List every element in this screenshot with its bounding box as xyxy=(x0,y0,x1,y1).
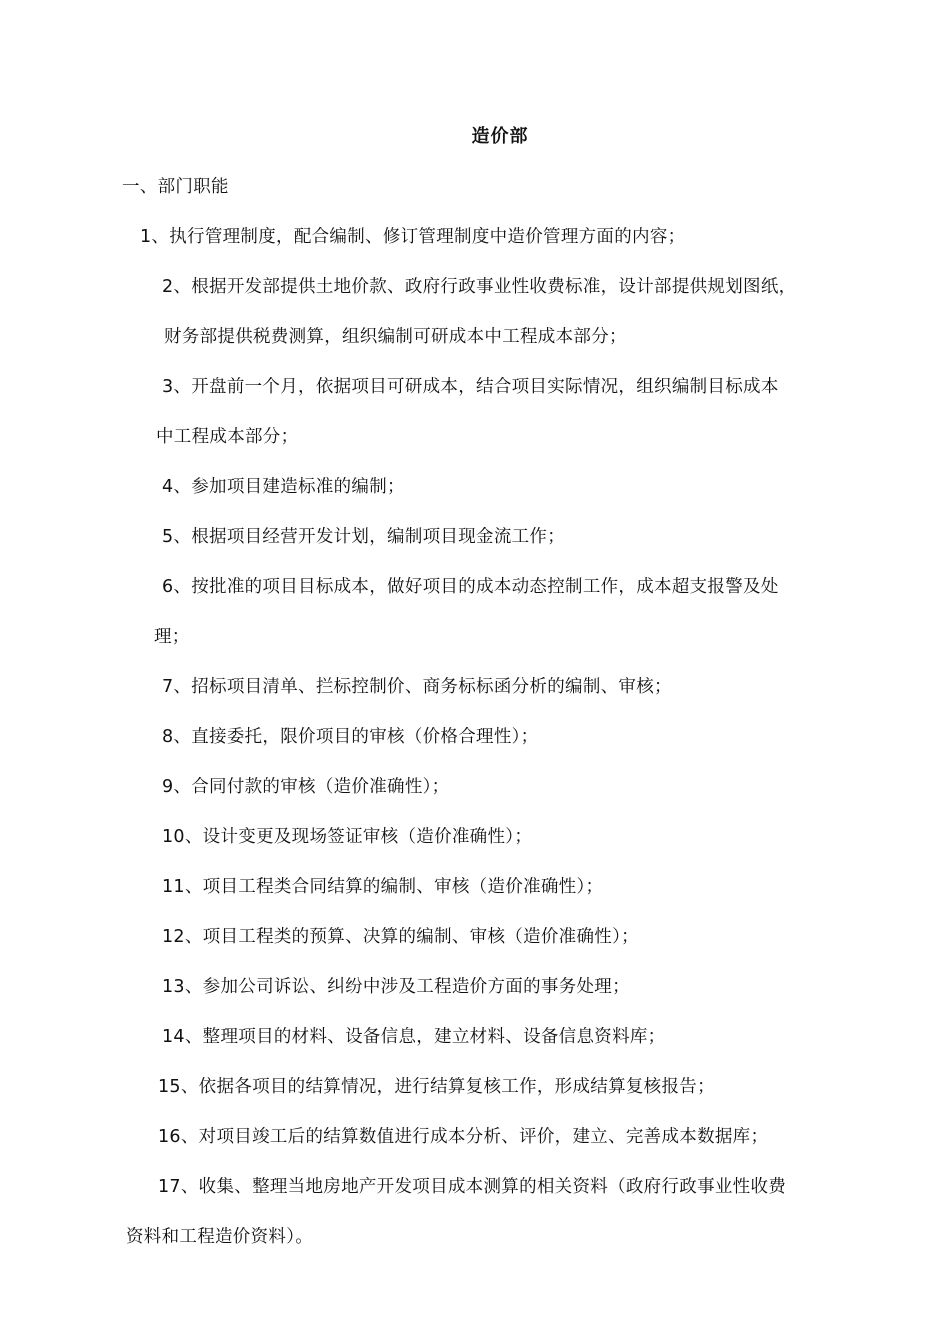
duty-line-2-cont: 财务部提供税费测算，组织编制可研成本中工程成本部分； xyxy=(164,327,627,347)
duty-line-6-cont: 理； xyxy=(154,627,190,647)
duty-line-4: 4、参加项目建造标准的编制； xyxy=(162,477,405,497)
duty-line-2: 2、根据开发部提供土地价款、政府行政事业性收费标准，设计部提供规划图纸， xyxy=(162,277,797,297)
duty-line-6: 6、按批准的项目目标成本，做好项目的成本动态控制工作，成本超支报警及处 xyxy=(162,577,779,597)
duty-line-11: 11、项目工程类合同结算的编制、审核（造价准确性）； xyxy=(162,877,604,897)
duty-line-14: 14、整理项目的材料、设备信息，建立材料、设备信息资料库； xyxy=(162,1027,666,1047)
duty-line-1: 1、执行管理制度，配合编制、修订管理制度中造价管理方面的内容； xyxy=(140,227,686,247)
duty-line-17: 17、收集、整理当地房地产开发项目成本测算的相关资料（政府行政事业性收费 xyxy=(158,1177,787,1197)
duty-line-5: 5、根据项目经营开发计划，编制项目现金流工作； xyxy=(162,527,566,547)
duty-line-17-cont: 资料和工程造价资料）。 xyxy=(126,1227,314,1247)
page-title: 造价部 xyxy=(471,126,529,147)
duty-line-13: 13、参加公司诉讼、纠纷中涉及工程造价方面的事务处理； xyxy=(162,977,630,997)
duty-line-12: 12、项目工程类的预算、决算的编制、审核（造价准确性）； xyxy=(162,927,639,947)
duty-line-10: 10、设计变更及现场签证审核（造价准确性）； xyxy=(162,827,533,847)
duty-line-8: 8、直接委托，限价项目的审核（价格合理性）； xyxy=(162,727,539,747)
duty-line-15: 15、依据各项目的结算情况，进行结算复核工作，形成结算复核报告； xyxy=(158,1077,715,1097)
duty-line-3: 3、开盘前一个月，依据项目可研成本，结合项目实际情况，组织编制目标成本 xyxy=(162,377,779,397)
duty-line-3-cont: 中工程成本部分； xyxy=(156,427,299,447)
duty-line-7: 7、招标项目清单、拦标控制价、商务标标函分析的编制、审核； xyxy=(162,677,672,697)
section-heading: 一、部门职能 xyxy=(122,177,229,197)
duty-line-16: 16、对项目竣工后的结算数值进行成本分析、评价，建立、完善成本数据库； xyxy=(158,1127,769,1147)
duty-line-9: 9、合同付款的审核（造价准确性）； xyxy=(162,777,450,797)
